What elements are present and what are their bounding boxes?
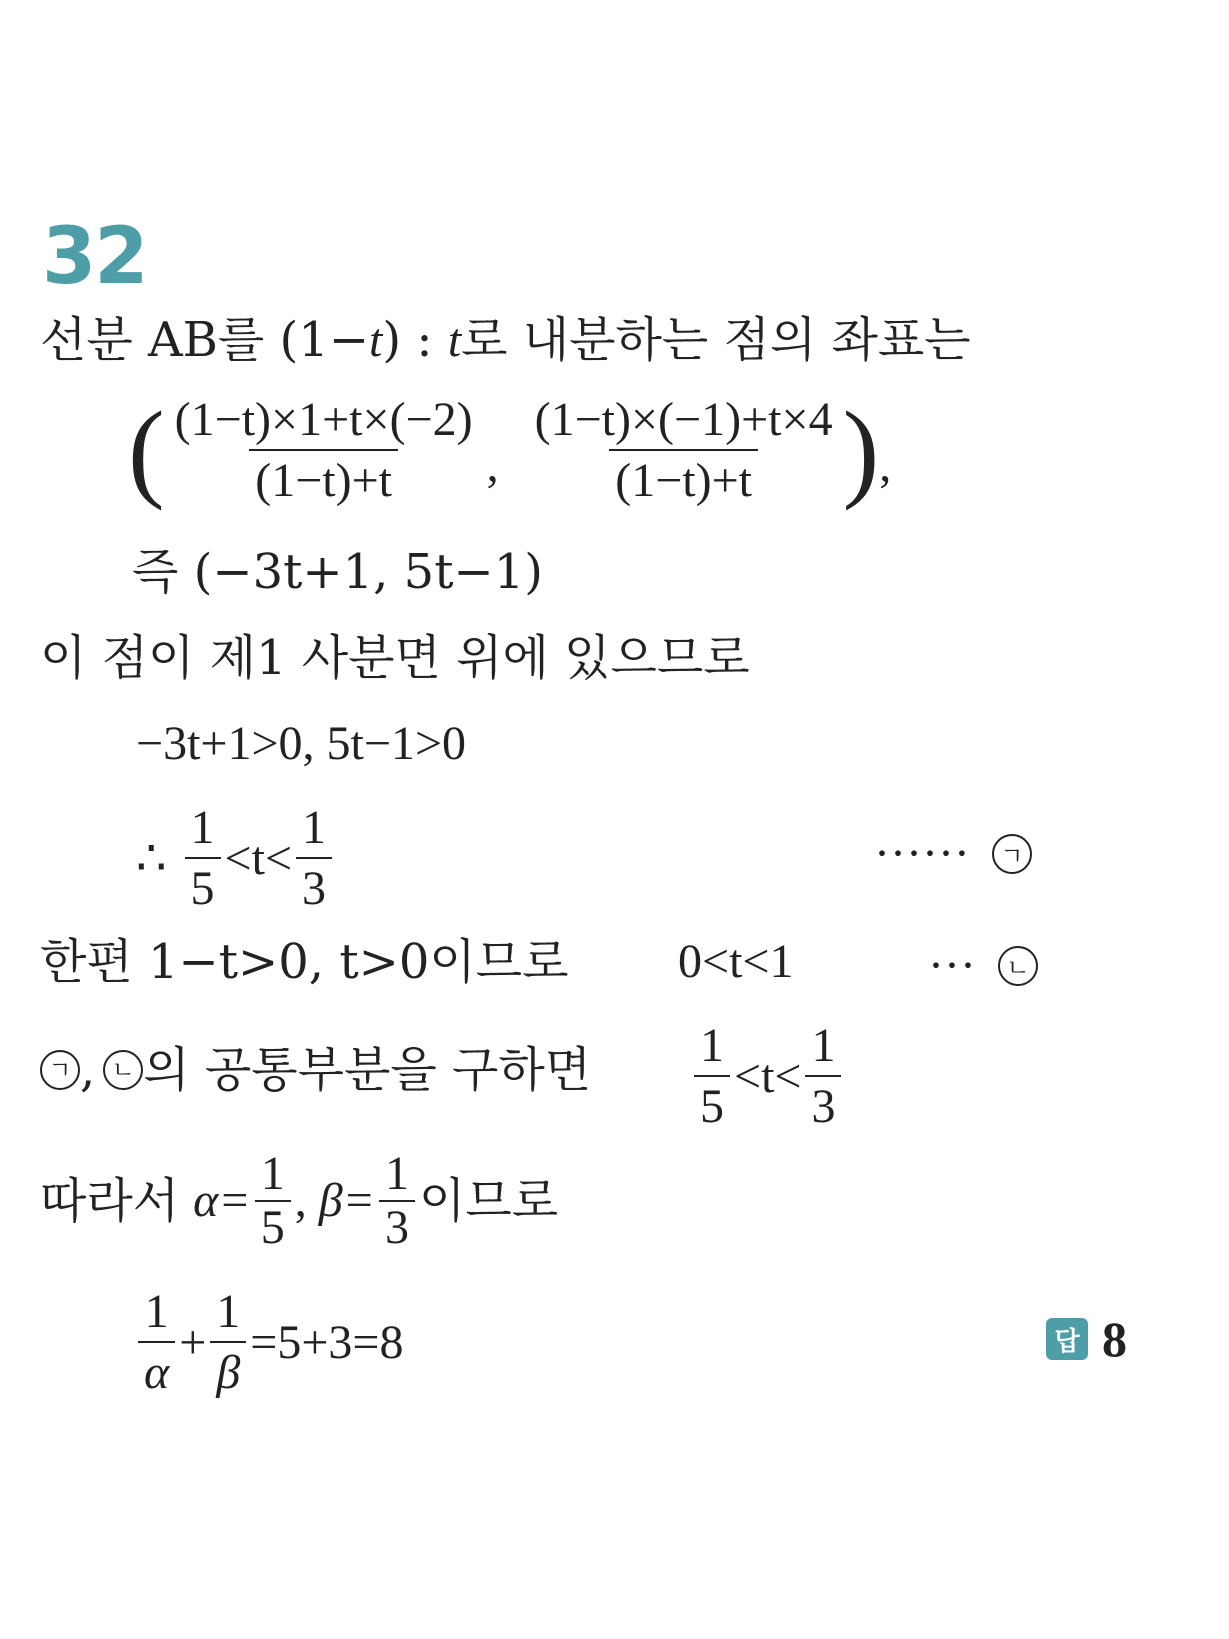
alpha-denominator: 5 <box>255 1200 291 1252</box>
alpha-equals: α= <box>193 1174 251 1227</box>
intro-text-a: 선분 AB를 (1− <box>40 312 370 368</box>
intro-var-t2: t <box>447 314 462 367</box>
beta-equals: β= <box>318 1174 375 1227</box>
close-paren: ) <box>842 389 880 511</box>
marker-nieun: ㄴ <box>103 1050 143 1090</box>
answer <box>1046 1310 1127 1368</box>
final-computation <box>134 1284 404 1400</box>
simplified-point: 즉 (−3t+1, 5t−1) <box>132 544 543 600</box>
intro-text-c: 로 내분하는 점의 좌표는 <box>461 312 971 368</box>
upper-denominator: 3 <box>805 1075 841 1134</box>
range-line-1 <box>136 800 336 916</box>
lower-denominator: 5 <box>694 1075 730 1134</box>
quadrant-statement: 이 점이 제1 사분면 위에 있으므로 <box>40 630 750 686</box>
lower-denominator: 5 <box>185 857 221 916</box>
dots: ··· <box>928 939 976 992</box>
alpha-numerator: 1 <box>260 1147 285 1200</box>
x-numerator: (1−t)×1+t×(−2) <box>174 393 473 446</box>
problem-number: 32 <box>42 212 147 302</box>
condition-result: 0<t<1 <box>678 935 794 988</box>
trail-comma: , <box>879 438 892 492</box>
answer-value: 8 <box>1102 1311 1127 1367</box>
y-denominator: (1−t)+t <box>609 449 758 508</box>
numerator: 1 <box>216 1285 241 1338</box>
upper-bound-fraction <box>805 1018 841 1134</box>
beta-fraction <box>379 1147 415 1254</box>
marker-comma: , <box>80 1042 96 1098</box>
reciprocal-alpha <box>138 1284 175 1400</box>
inequalities: −3t+1>0, 5t−1>0 <box>136 717 467 770</box>
intro-text-b: ) : <box>382 312 448 368</box>
range-middle: <t< <box>734 1049 802 1103</box>
intersection-line <box>40 1042 592 1098</box>
coord-comma: , <box>486 438 499 492</box>
range-middle: <t< <box>224 831 293 885</box>
y-numerator: (1−t)×(−1)+t×4 <box>534 393 833 446</box>
beta-numerator: 1 <box>385 1147 409 1200</box>
x-denominator: (1−t)+t <box>249 449 398 508</box>
reciprocal-beta <box>210 1284 246 1400</box>
range-marker-2 <box>928 938 1038 993</box>
separator: , <box>294 1174 307 1227</box>
open-paren: ( <box>128 389 165 511</box>
intro-line <box>40 312 971 368</box>
alpha-beta-line <box>40 1147 559 1254</box>
lower-bound-fraction <box>694 1018 730 1134</box>
x-coordinate-fraction <box>169 392 479 508</box>
intro-var-t1: t <box>369 314 383 367</box>
intersection-text: 의 공통부분을 구하면 <box>143 1042 592 1098</box>
lower-numerator: 1 <box>190 801 215 854</box>
suffix-text: 이므로 <box>419 1173 559 1229</box>
marker-giyeok: ㄱ <box>992 834 1032 874</box>
alpha-fraction <box>255 1147 291 1254</box>
y-coordinate-fraction <box>529 392 839 508</box>
result-expression: =5+3=8 <box>250 1315 404 1369</box>
therefore-symbol: ∴ <box>136 832 167 885</box>
upper-bound-fraction <box>296 800 332 916</box>
condition-text: 한편 1−t>0, t>0이므로 <box>40 934 569 990</box>
upper-numerator: 1 <box>302 801 327 854</box>
upper-numerator: 1 <box>811 1019 836 1072</box>
marker-nieun: ㄴ <box>998 946 1038 986</box>
therefore-word: 따라서 <box>40 1173 180 1229</box>
numerator: 1 <box>144 1285 169 1338</box>
lower-numerator: 1 <box>700 1019 724 1072</box>
denominator: β <box>210 1341 246 1400</box>
range-marker-1 <box>874 826 1032 881</box>
plus-sign: + <box>179 1315 207 1369</box>
dots: ······ <box>874 827 970 880</box>
intersection-result <box>690 1018 845 1134</box>
answer-badge: 답 <box>1046 1318 1088 1360</box>
marker-giyeok: ㄱ <box>40 1050 80 1090</box>
coordinate-formula <box>128 389 892 511</box>
beta-denominator: 3 <box>379 1200 415 1252</box>
lower-bound-fraction <box>185 800 221 916</box>
upper-denominator: 3 <box>296 857 332 916</box>
denominator: α <box>138 1341 175 1400</box>
